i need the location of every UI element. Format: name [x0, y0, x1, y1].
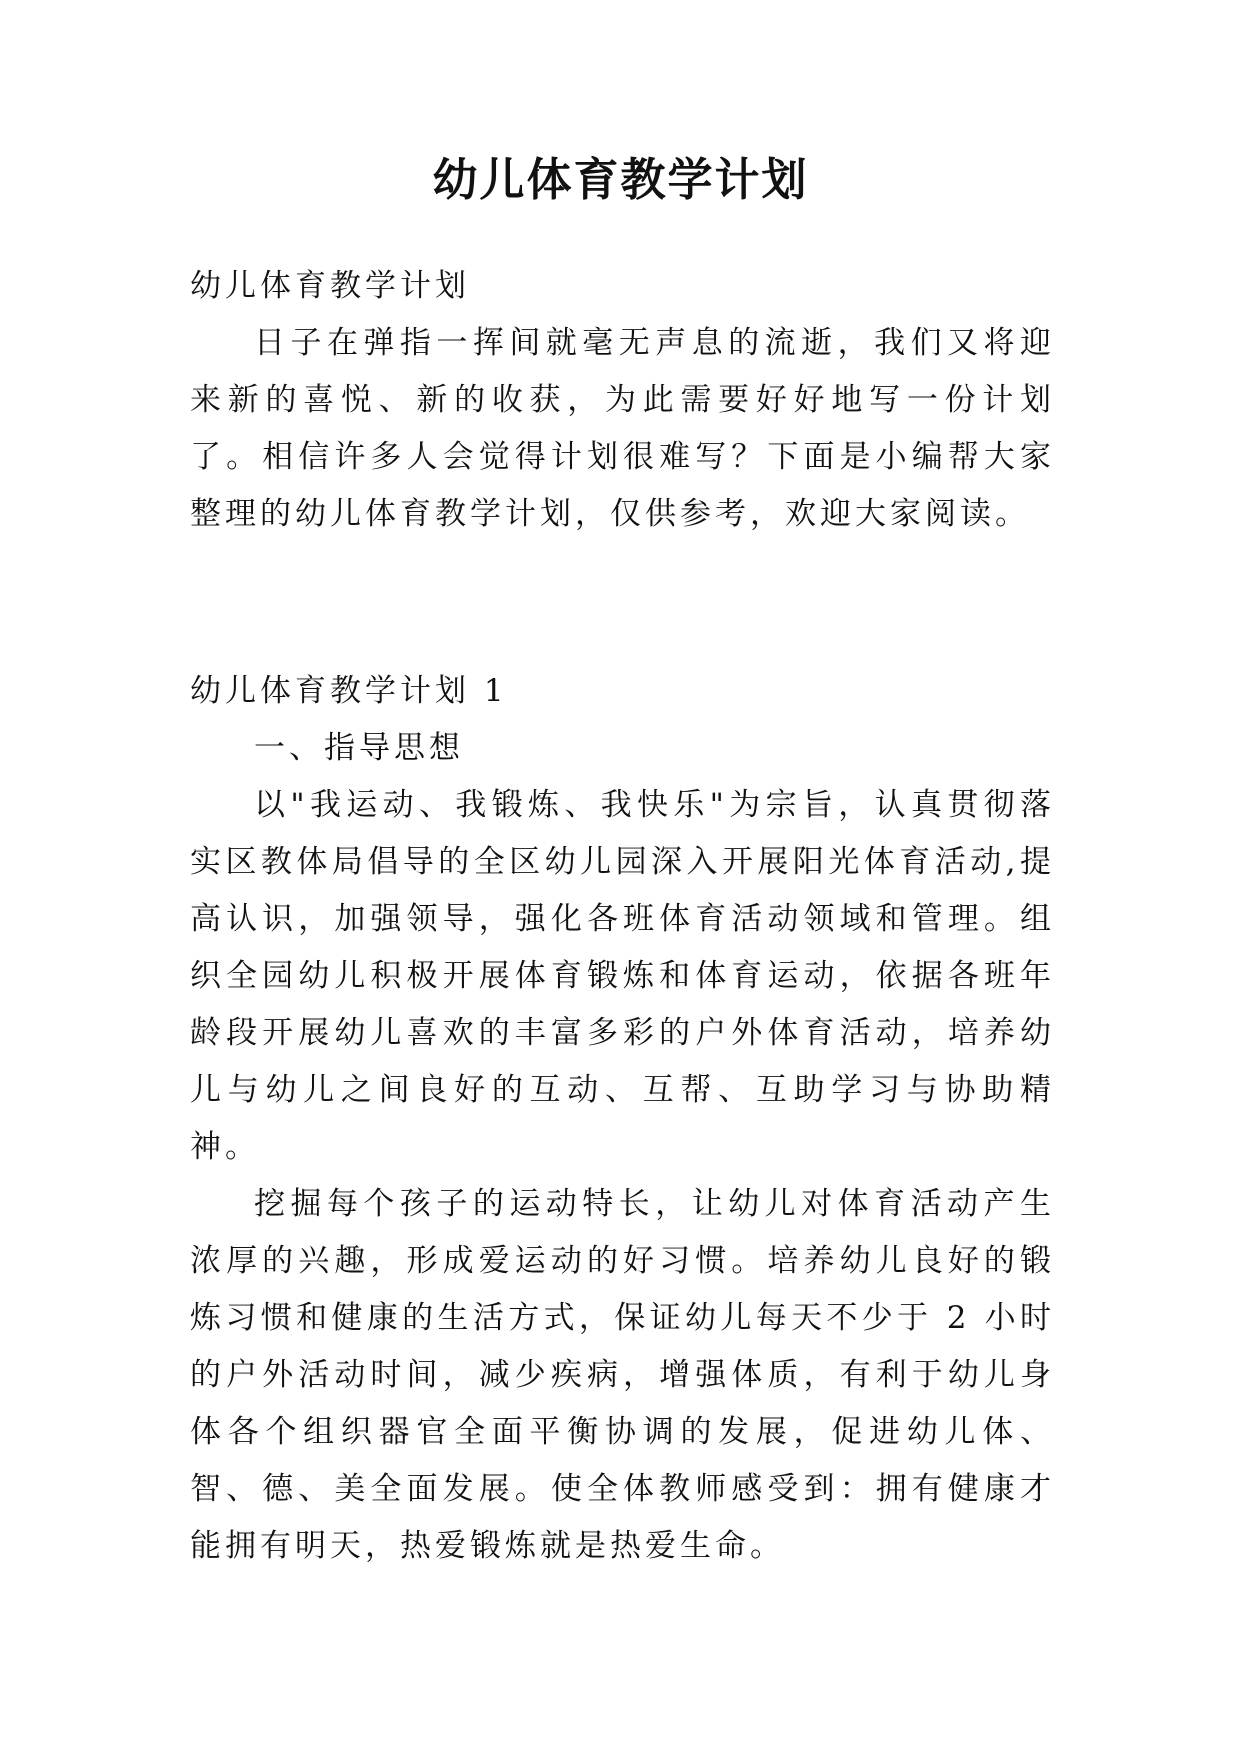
body-paragraph-2: 挖掘每个孩子的运动特长，让幼儿对体育活动产生浓厚的兴趣，形成爱运动的好习惯。培养幼儿良好的锻炼习惯和健康的生活方式，保证幼儿每天不少于 2 小时的户外活动时间，减少疾病，增强体质，有利于幼儿身体各个组织器官全面平衡协调的发展，促进幼儿体、智、德、美全面发展。使全体教师感受到：拥有健康才能拥有明天，热爱锻炼就是热爱生命。: [190, 1186, 1055, 1564]
intro-heading: 幼儿体育教学计划: [190, 268, 470, 304]
section-spacer: [190, 543, 1055, 663]
document-title: 幼儿体育教学计划: [432, 153, 809, 206]
body-paragraph-1: 以"我运动、我锻炼、我快乐"为宗旨，认真贯彻落实区教体局倡导的全区幼儿园深入开展阳光体育活动,提高认识，加强领导，强化各班体育活动领域和管理。组织全园幼儿积极开展体育锻炼和体育运动，依据各班年龄段开展幼儿喜欢的丰富多彩的户外体育活动，培养幼儿与幼儿之间良好的互动、互帮、互助学习与协助精神。: [190, 787, 1055, 1165]
document-body: [190, 258, 1055, 1575]
intro-paragraph: 日子在弹指一挥间就毫无声息的流逝，我们又将迎来新的喜悦、新的收获，为此需要好好地写一份计划了。相信许多人会觉得计划很难写？下面是小编帮大家整理的幼儿体育教学计划，仅供参考，欢迎大家阅读。: [190, 325, 1055, 532]
section-heading: 幼儿体育教学计划 1: [190, 673, 508, 709]
section-subheading: 一、指导思想: [254, 730, 464, 766]
